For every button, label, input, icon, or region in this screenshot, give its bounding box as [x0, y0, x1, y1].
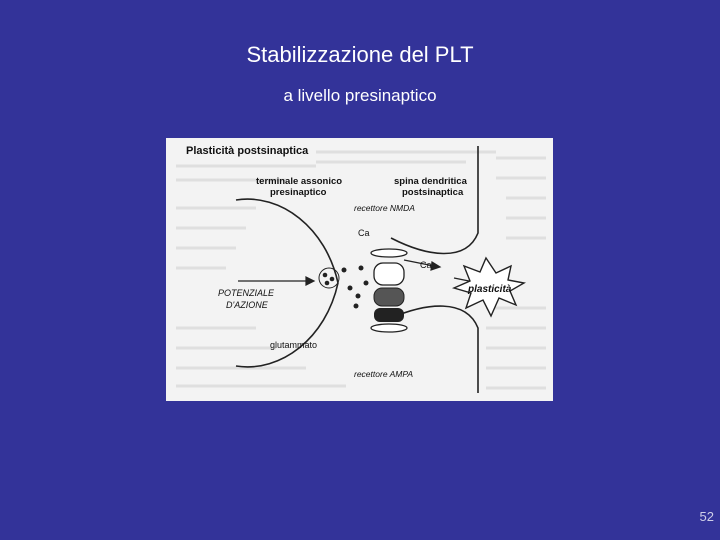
- synapse-diagram: [166, 138, 553, 401]
- figure-heading: Plasticità postsinaptica: [186, 145, 309, 157]
- postsynaptic-spine-outline-lower: [391, 306, 478, 393]
- action-potential-label-line2: D'AZIONE: [226, 300, 268, 310]
- glutamate-label: glutammato: [270, 340, 318, 350]
- nmda-receptor-label: recettore NMDA: [354, 203, 415, 213]
- presynaptic-label-line2: presinaptico: [270, 187, 327, 198]
- ampa-receptor-label: recettore AMPA: [354, 369, 414, 379]
- glutamate-vesicles: [319, 266, 369, 309]
- plasticity-label: plasticità: [468, 284, 512, 295]
- synapse-diagram-figure: [166, 138, 553, 401]
- receptor-channels: [371, 249, 407, 332]
- slide-subtitle: a livello presinaptico: [283, 86, 437, 105]
- presynaptic-label-line1: terminale assonico: [256, 176, 343, 187]
- postsynaptic-label-line1: spina dendritica: [394, 176, 467, 187]
- postsynaptic-label-line2: postsinaptica: [402, 187, 464, 198]
- slide-title: Stabilizzazione del PLT: [246, 42, 474, 67]
- calcium-label-2: Ca: [420, 260, 432, 270]
- action-potential-label-line1: POTENZIALE: [218, 288, 275, 298]
- page-number: 52: [699, 509, 714, 524]
- calcium-label-1: Ca: [358, 228, 370, 238]
